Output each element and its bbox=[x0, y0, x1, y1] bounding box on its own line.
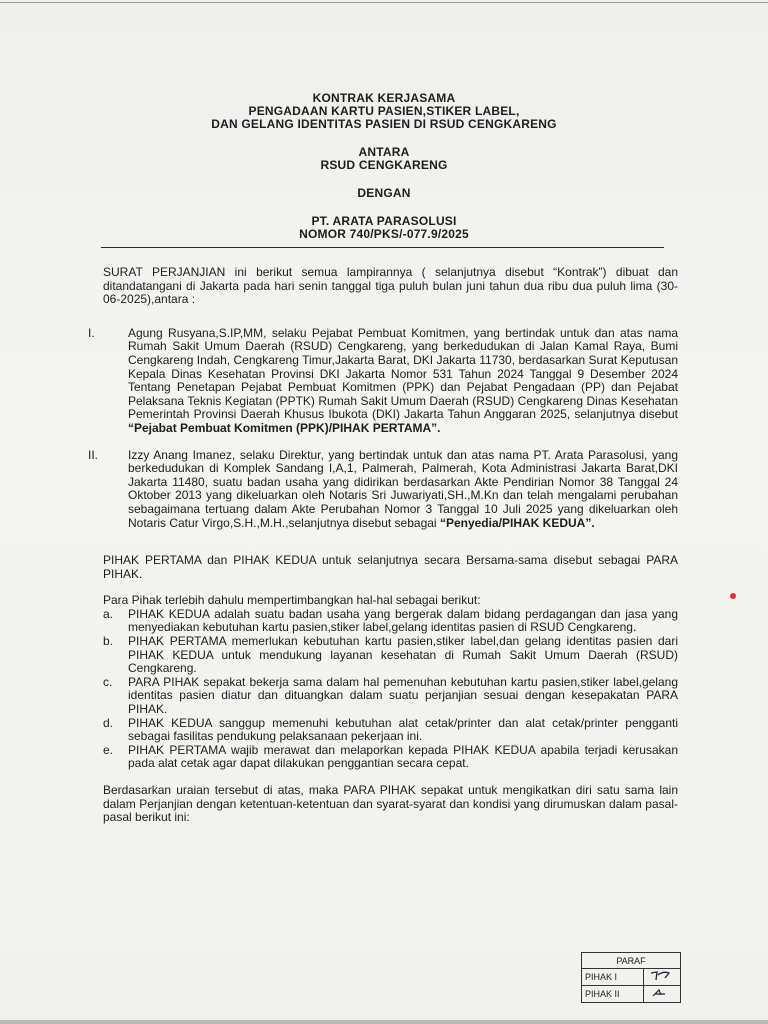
contract-header bbox=[0, 92, 768, 241]
header-company: PT. ARATA PARASOLUSI bbox=[311, 214, 457, 228]
top-edge-line bbox=[0, 2, 768, 3]
consideration-item bbox=[103, 634, 678, 676]
item-letter: b. bbox=[103, 634, 114, 649]
header-line-3: DAN GELANG IDENTITAS PASIEN DI RSUD CENGKARENG bbox=[211, 117, 557, 131]
consideration-item bbox=[103, 674, 678, 717]
item-letter: d. bbox=[103, 715, 114, 730]
signature-initial-icon bbox=[644, 969, 681, 986]
paraf-row-label: PIHAK I bbox=[582, 969, 644, 986]
consideration-item bbox=[103, 606, 678, 635]
para-pihak-paragraph: PIHAK PERTAMA dan PIHAK KEDUA untuk selanjutnya secara Bersama-sama disebut sebagai PARA PIHAK. bbox=[103, 553, 678, 581]
header-rsud: RSUD CENGKARENG bbox=[320, 158, 448, 172]
header-line-2: PENGADAAN KARTU PASIEN,STIKER LABEL, bbox=[248, 104, 520, 118]
header-divider bbox=[101, 247, 664, 248]
party-number: I. bbox=[88, 325, 95, 340]
item-letter: e. bbox=[103, 742, 114, 757]
header-antara: ANTARA bbox=[358, 145, 410, 159]
party-number: II. bbox=[88, 447, 99, 462]
signature-initial-icon bbox=[644, 986, 681, 1003]
closing-paragraph: Berdasarkan uraian tersebut di atas, maka PARA PIHAK sepakat untuk mengikatkan diri satu sama lain dalam Perjanjian dengan ketentuan-ketentuan dan syarat-syarat dan kondisi yang dirumuskan dalam pasal-pasal berikut ini: bbox=[103, 783, 678, 825]
paraf-title: PARAF bbox=[582, 953, 681, 969]
party-text: Agung Rusyana,S.IP,MM, selaku Pejabat Pembuat Komitmen, yang bertindak untuk dan atas nama Rumah Sakit Umum Daerah (RSUD) Cengkareng, yang berkedudukan di Jalan Kamal Raya, Bumi Cengkareng Indah, Cengkareng Timur,Jakarta Barat, DKI Jakarta 11730, berdasarkan Surat Keputusan Kepala Dinas Kesehatan Provinsi DKI Jakarta Nomor 531 Tahun 2024 Tanggal 9 Desember 2024 Tentang Penetapan Pejabat Pembuat Komitmen (PPK) dan Pejabat Pengadaan (PP) dan Pejabat Pelaksana Teknis Kegiatan (PPTK) Rumah Sakit Umum Daerah (RSUD) Cengkareng Dinas Kesehatan Pemerintah Provinsi Daerah Khusus Ibukota (DKI) Jakarta Tahun Anggaran 2025, selanjutnya disebut bbox=[128, 325, 678, 422]
red-mark bbox=[730, 593, 736, 599]
party-second bbox=[88, 447, 678, 531]
party-text: Izzy Anang Imanez, selaku Direktur, yang bertindak untuk dan atas nama PT. Arata Parasolusi, yang berkedudukan di Komplek Sandang I,A,1, Palmerah, Palmerah, Kota Administrasi Jakarta Barat,DKI Jakarta 11480, suatu badan usaha yang didirikan berdasarkan Akte Pendirian Nomor 38 Tanggal 24 Oktober 2013 yang dikeluarkan oleh Notaris Sri Juwariyati,SH.,M.Kn dan telah mengalami perubahan sebagaimana tertuang dalam Akte Perubahan Nomor 3 Tanggal 10 Juli 2025 yang dikeluarkan oleh Notaris Catur Virgo,S.H.,M.H.,selanjutnya disebut sebagai bbox=[128, 447, 678, 530]
paraf-row-label: PIHAK II bbox=[582, 986, 644, 1003]
item-text: PARA PIHAK sepakat bekerja sama dalam hal pemenuhan kebutuhan kartu pasien,stiker label,gelang identitas pasien diatur dan dituangkan dalam suatu perjanjian sesuai dengan kesepakatan PARA PIHAK. bbox=[128, 674, 678, 717]
item-text: PIHAK KEDUA adalah suatu badan usaha yang bergerak dalam bidang perdagangan dan jasa yang menyediakan kebutuhan kartu pasien,stiker label,gelang identitas pasien di RSUD Cengkareng. bbox=[128, 606, 678, 635]
party-first bbox=[88, 325, 678, 436]
party-designation: “Pejabat Pembuat Komitmen (PPK)/PIHAK PERTAMA”. bbox=[128, 420, 441, 435]
paraf-box bbox=[581, 952, 681, 1003]
consideration-item bbox=[103, 715, 678, 744]
header-nomor: NOMOR 740/PKS/-077.9/2025 bbox=[299, 227, 469, 241]
item-letter: c. bbox=[103, 674, 113, 689]
item-text: PIHAK PERTAMA memerlukan kebutuhan kartu pasien,stiker label,dan gelang identitas pasien dari PIHAK KEDUA untuk mendukung layanan kesehatan di Rumah Sakit Umum Daerah (RSUD) Cengkareng. bbox=[128, 634, 678, 676]
consideration-item bbox=[103, 742, 678, 771]
intro-paragraph: SURAT PERJANJIAN ini berikut semua lampirannya ( selanjutnya disebut “Kontrak”) dibuat dan ditandatangani di Jakarta pada hari senin tanggal tiga puluh bulan juni tahun dua ribu dua puluh lima (30-06-2025),antara : bbox=[103, 265, 678, 307]
item-letter: a. bbox=[103, 606, 114, 621]
header-line-1: KONTRAK KERJASAMA bbox=[312, 91, 456, 105]
considerations-intro: Para Pihak terlebih dahulu mempertimbangkan hal-hal sebagai berikut: bbox=[103, 593, 481, 608]
party-designation: “Penyedia/PIHAK KEDUA”. bbox=[439, 515, 595, 530]
bottom-edge-shadow bbox=[0, 1020, 768, 1024]
item-text: PIHAK PERTAMA wajib merawat dan melaporkan kepada PIHAK KEDUA apabila terjadi kerusakan pada alat cetak agar dapat dilakukan penggantian secara cepat. bbox=[128, 742, 678, 771]
header-dengan: DENGAN bbox=[357, 186, 411, 200]
item-text: PIHAK KEDUA sanggup memenuhi kebutuhan alat cetak/printer dan alat cetak/printer pengganti sebagai fasilitas pendukung pelaksanaan pekerjaan ini. bbox=[128, 715, 678, 744]
contract-body bbox=[88, 265, 678, 825]
